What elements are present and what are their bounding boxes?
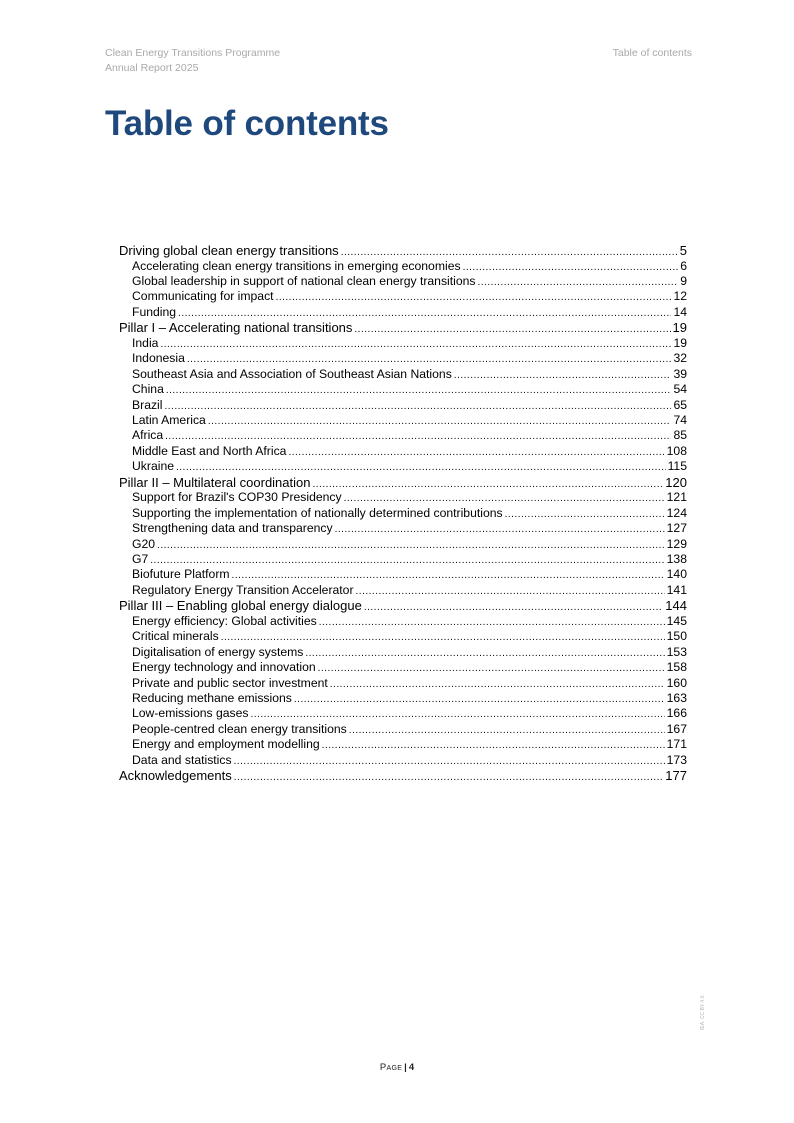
toc-dot-leader — [478, 278, 679, 288]
toc-dot-leader — [288, 448, 664, 458]
toc-entry-page: 121 — [666, 490, 687, 505]
toc-dot-leader — [305, 649, 664, 659]
toc-entry-page: 124 — [666, 505, 687, 520]
toc-dot-leader — [187, 355, 672, 365]
toc-subsection-entry[interactable] — [119, 259, 687, 274]
toc-dot-leader — [157, 541, 665, 551]
footer-page-word: Page — [379, 1062, 403, 1073]
header-report-year: Annual Report 2025 — [105, 61, 199, 74]
toc-entry-label: Pillar III – Enabling global energy dialogue — [119, 598, 362, 614]
toc-entry-page: 9 — [680, 273, 687, 288]
toc-entry-page: 153 — [666, 644, 687, 659]
toc-entry-page: 120 — [665, 474, 687, 490]
toc-entry-page: 54 — [673, 382, 687, 397]
toc-entry-label: Support for Brazil's COP30 Presidency — [132, 490, 342, 505]
toc-entry-page: 173 — [666, 752, 687, 767]
toc-dot-leader — [463, 263, 679, 273]
toc-entry-page: 12 — [673, 289, 687, 304]
toc-entry-label: Private and public sector investment — [132, 675, 328, 690]
toc-entry-page: 5 — [679, 243, 687, 258]
toc-dot-leader — [160, 340, 671, 350]
footer-page-number: 4 — [408, 1062, 415, 1073]
toc-entry-label: India — [132, 335, 159, 350]
toc-entry-label: Indonesia — [132, 351, 185, 366]
toc-subsection-entry[interactable] — [119, 753, 687, 768]
toc-entry-page: 14 — [673, 304, 687, 319]
toc-entry-label: Reducing methane emissions — [132, 690, 292, 705]
header-report-series: Clean Energy Transitions Programme — [105, 47, 281, 59]
toc-subsection-entry[interactable] — [119, 660, 687, 675]
toc-dot-leader — [354, 325, 670, 335]
toc-section-entry[interactable] — [119, 598, 687, 614]
toc-entry-page: 85 — [673, 428, 687, 443]
toc-entry-label: Pillar II – Multilateral coordination — [119, 474, 311, 490]
toc-entry-page: 145 — [666, 613, 687, 628]
toc-subsection-entry[interactable] — [119, 691, 687, 706]
toc-entry-label: Funding — [132, 304, 177, 319]
toc-subsection-entry[interactable] — [119, 537, 687, 552]
toc-subsection-entry[interactable] — [119, 274, 687, 289]
toc-dot-leader — [176, 463, 666, 473]
toc-dot-leader — [349, 726, 665, 736]
toc-entry-page: 171 — [666, 737, 687, 752]
toc-dot-leader — [164, 402, 671, 412]
toc-subsection-entry[interactable] — [119, 459, 687, 474]
toc-subsection-entry[interactable] — [119, 336, 687, 351]
page-title: Table of contents — [105, 104, 389, 143]
toc-entry-page: 129 — [666, 536, 687, 551]
toc-subsection-entry[interactable] — [119, 444, 687, 459]
toc-entry-page: 138 — [666, 551, 687, 566]
page-footer — [0, 1062, 794, 1073]
toc-subsection-entry[interactable] — [119, 413, 687, 428]
toc-dot-leader — [232, 571, 665, 581]
toc-entry-page: 158 — [666, 660, 687, 675]
toc-entry-page: 144 — [665, 598, 687, 614]
toc-dot-leader — [505, 510, 665, 520]
toc-entry-label: Driving global clean energy transitions — [119, 243, 339, 258]
toc-section-entry[interactable] — [119, 320, 687, 336]
toc-entry-page: 140 — [666, 567, 687, 582]
toc-entry-label: Southeast Asia and Association of Southeast Asian Nations — [132, 366, 452, 381]
toc-subsection-entry[interactable] — [119, 367, 687, 382]
footer-separator: | — [404, 1062, 407, 1073]
toc-dot-leader — [312, 480, 663, 490]
toc-entry-label: Accelerating clean energy transitions in emerging economies — [132, 258, 461, 273]
toc-entry-label: Communicating for impact — [132, 289, 274, 304]
toc-dot-leader — [322, 741, 665, 751]
toc-entry-label: Data and statistics — [132, 752, 232, 767]
toc-entry-page: 160 — [666, 675, 687, 690]
license-notice: IEA. CC BY 4.0. — [700, 994, 706, 1030]
toc-subsection-entry[interactable] — [119, 490, 687, 505]
toc-section-entry[interactable] — [119, 243, 687, 259]
toc-entry-page: 115 — [667, 459, 687, 474]
toc-dot-leader — [165, 432, 671, 442]
toc-entry-label: Africa — [132, 428, 164, 443]
toc-subsection-entry[interactable] — [119, 737, 687, 752]
toc-dot-leader — [319, 618, 665, 628]
toc-entry-page: 141 — [666, 582, 687, 597]
toc-entry-page: 32 — [673, 351, 687, 366]
toc-dot-leader — [335, 525, 665, 535]
toc-subsection-entry[interactable] — [119, 521, 687, 536]
toc-dot-leader — [221, 633, 665, 643]
toc-entry-label: Supporting the implementation of nationally determined contributions — [132, 505, 503, 520]
toc-dot-leader — [234, 773, 664, 783]
toc-dot-leader — [356, 587, 665, 597]
toc-dot-leader — [364, 603, 663, 613]
toc-subsection-entry[interactable] — [119, 428, 687, 443]
toc-subsection-entry[interactable] — [119, 614, 687, 629]
toc-subsection-entry[interactable] — [119, 305, 687, 320]
toc-dot-leader — [454, 371, 672, 381]
toc-entry-label: Critical minerals — [132, 629, 219, 644]
toc-section-entry[interactable] — [119, 475, 687, 491]
running-header-right: Table of contents — [612, 47, 692, 59]
toc-entry-page: 127 — [666, 521, 687, 536]
toc-entry-page: 6 — [680, 258, 687, 273]
toc-entry-page: 19 — [673, 335, 687, 350]
toc-entry-label: Acknowledgements — [119, 768, 232, 784]
toc-subsection-entry[interactable] — [119, 382, 687, 397]
toc-entry-label: Middle East and North Africa — [132, 443, 287, 458]
toc-entry-label: G20 — [132, 536, 156, 551]
toc-entry-page: 177 — [665, 768, 687, 784]
toc-subsection-entry[interactable] — [119, 706, 687, 721]
toc-entry-page: 65 — [673, 397, 687, 412]
toc-dot-leader — [251, 710, 665, 720]
toc-subsection-entry[interactable] — [119, 583, 687, 598]
toc-dot-leader — [344, 494, 665, 504]
toc-subsection-entry[interactable] — [119, 351, 687, 366]
toc-entry-page: 167 — [666, 721, 687, 736]
toc-entry-label: Energy and employment modelling — [132, 737, 320, 752]
running-header-left — [105, 46, 280, 75]
toc-entry-page: 150 — [666, 629, 687, 644]
toc-subsection-entry[interactable] — [119, 567, 687, 582]
toc-entry-label: Latin America — [132, 412, 206, 427]
toc-entry-label: Energy efficiency: Global activities — [132, 613, 317, 628]
toc-section-entry[interactable] — [119, 768, 687, 784]
toc-dot-leader — [330, 680, 665, 690]
toc-dot-leader — [234, 757, 665, 767]
toc-entry-label: Strengthening data and transparency — [132, 521, 333, 536]
toc-entry-label: G7 — [132, 551, 149, 566]
toc-entry-page: 74 — [673, 412, 687, 427]
toc-entry-label: China — [132, 382, 164, 397]
toc-subsection-entry[interactable] — [119, 289, 687, 304]
toc-dot-leader — [208, 417, 672, 427]
toc-dot-leader — [341, 248, 678, 258]
toc-entry-label: People-centred clean energy transitions — [132, 721, 347, 736]
toc-entry-label: Ukraine — [132, 459, 174, 474]
toc-subsection-entry[interactable] — [119, 629, 687, 644]
toc-entry-page: 163 — [666, 690, 687, 705]
toc-entry-label: Regulatory Energy Transition Accelerator — [132, 582, 354, 597]
toc-dot-leader — [150, 556, 664, 566]
toc-dot-leader — [166, 386, 672, 396]
toc-entry-label: Digitalisation of energy systems — [132, 644, 304, 659]
toc-entry-page: 166 — [666, 706, 687, 721]
toc-subsection-entry[interactable] — [119, 506, 687, 521]
toc-entry-label: Energy technology and innovation — [132, 660, 316, 675]
toc-dot-leader — [318, 664, 665, 674]
toc-dot-leader — [178, 309, 671, 319]
toc-subsection-entry[interactable] — [119, 676, 687, 691]
toc-entry-label: Brazil — [132, 397, 163, 412]
toc-entry-label: Global leadership in support of national clean energy transitions — [132, 273, 476, 288]
toc-dot-leader — [276, 293, 672, 303]
toc-entry-page: 108 — [666, 443, 687, 458]
toc-entry-label: Biofuture Platform — [132, 567, 230, 582]
toc-entry-page: 19 — [672, 320, 687, 336]
toc-subsection-entry[interactable] — [119, 398, 687, 413]
toc-subsection-entry[interactable] — [119, 552, 687, 567]
toc-dot-leader — [294, 695, 665, 705]
toc-subsection-entry[interactable] — [119, 645, 687, 660]
toc-entry-label: Low-emissions gases — [132, 706, 249, 721]
toc-subsection-entry[interactable] — [119, 722, 687, 737]
toc-entry-label: Pillar I – Accelerating national transitions — [119, 320, 353, 336]
table-of-contents — [119, 243, 687, 784]
toc-entry-page: 39 — [673, 366, 687, 381]
